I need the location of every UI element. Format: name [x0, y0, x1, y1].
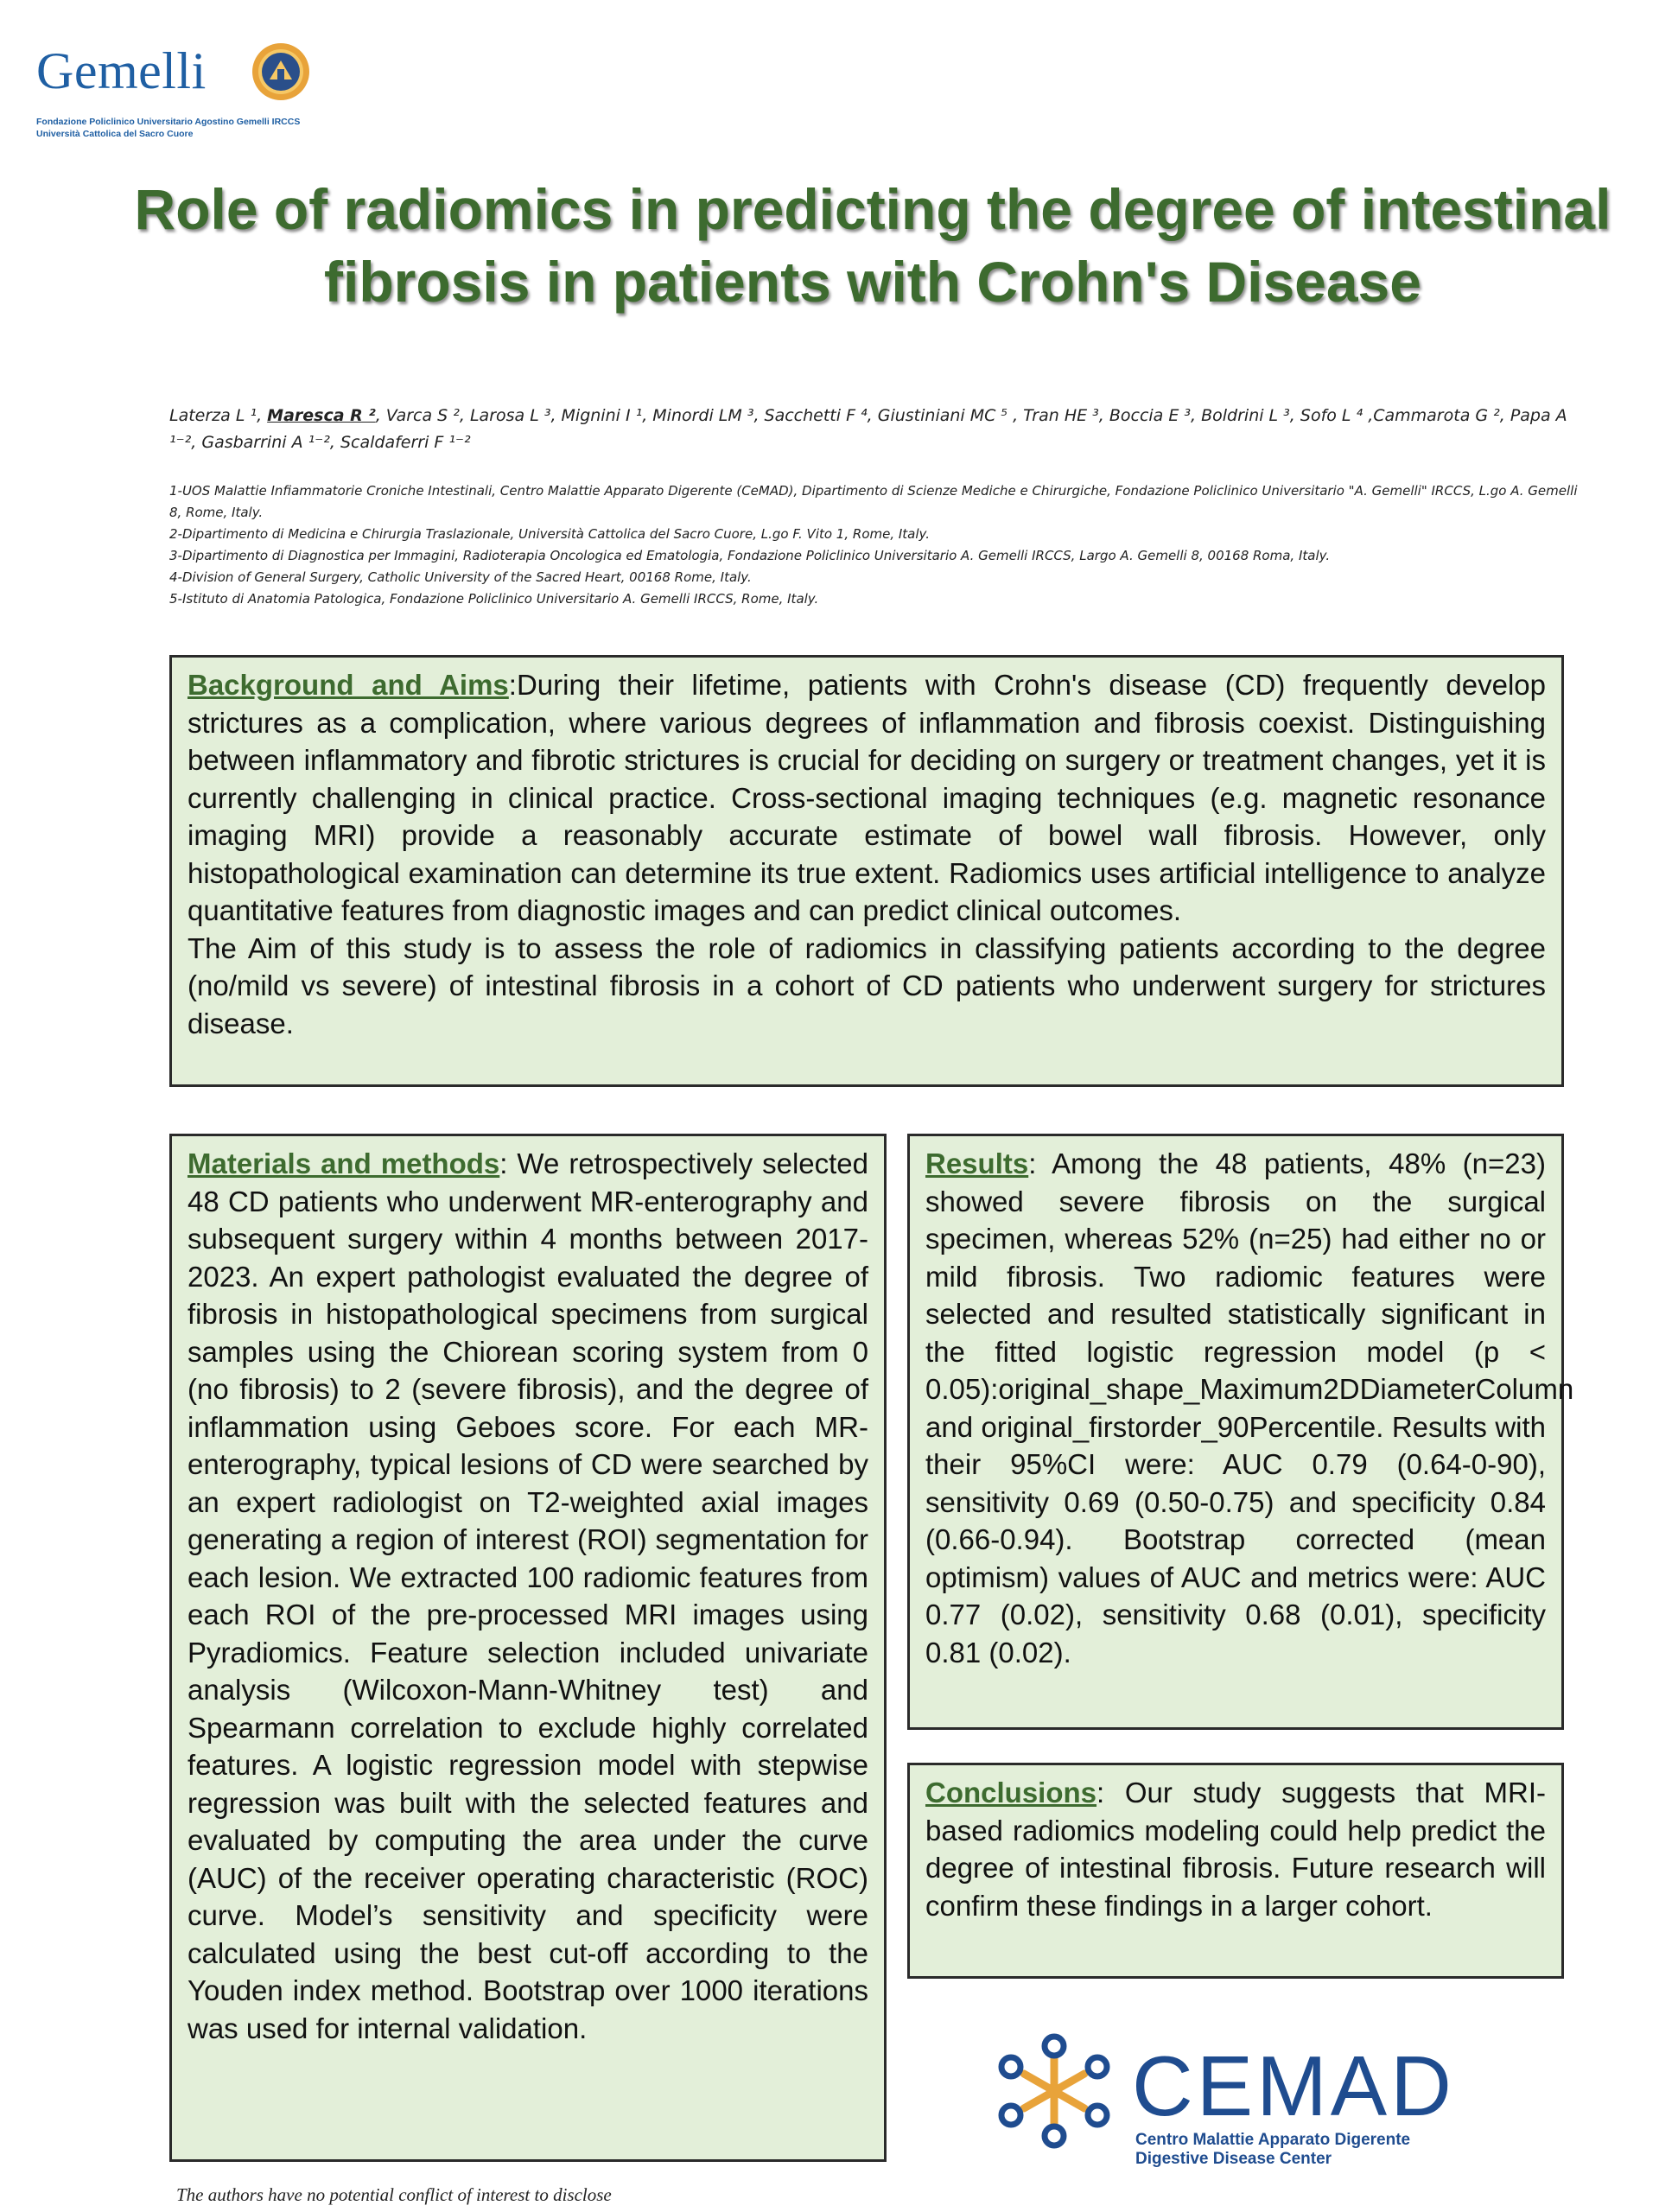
aim-paragraph: The Aim of this study is to assess the role of radiomics in classifying patients according to the degree (no/mild vs severe) of intestinal fibrosis in a cohort of CD patients who underwent surgery for strictures disease. [188, 931, 1546, 1039]
gemelli-logo-text: Gemelli [36, 42, 207, 99]
conflict-of-interest-note: The authors have no potential conflict of interest to disclose [176, 2184, 612, 2205]
background-paragraph [188, 666, 1546, 930]
conclusions-paragraph [925, 1774, 1546, 1924]
results-section [907, 1134, 1574, 1730]
affiliation-5: 5-Istituto di Anatomia Patologica, Fondazione Policlinico Universitario A. Gemelli IRCCS, Rome, Italy. [169, 591, 819, 607]
methods-paragraph [188, 1145, 868, 2047]
gemelli-logo-subtitle-2: Università Cattolica del Sacro Cuore [36, 129, 194, 139]
gemelli-logo-subtitle-1: Fondazione Policlinico Universitario Agostino Gemelli IRCCS [36, 117, 301, 127]
methods-section [169, 1134, 887, 2162]
results-paragraph [925, 1145, 1574, 1671]
results-heading: Results [925, 1147, 1029, 1179]
results-text: : Among the 48 patients, 48% (n=23) showed severe fibrosis on the surgical specimen, whereas 52% (n=25) had either no or mild fibrosis. Two radiomic features were selected and resulted statistically significant in the fitted logistic regression model (p < 0.05):original_shape_Maximum2DDiameterColumn and original_firstorder_90Percentile. Results with their 95%CI were: AUC 0.79 (0.64-0-90), sensitivity 0.69 (0.50-0.75) and specificity 0.84 (0.66-0.94). Bootstrap corrected (mean optimism) values of AUC and metrics were: AUC 0.77 (0.02), sensitivity 0.68 (0.01), specificity 0.81 (0.02). [925, 1147, 1574, 1669]
affiliation-1: 1-UOS Malattie Infiammatorie Croniche Intestinali, Centro Malattie Apparato Digerente (CeMAD), Dipartimento di Scienze Mediche e Chirurgiche, Fondazione Policlinico Universitario "A. Gemelli" IRCCS, L.go A. Gemelli 8, Rome, Italy. [169, 483, 1578, 520]
methods-heading: Materials and methods [188, 1147, 500, 1179]
authors-after: , Varca S ², Larosa L ³, Mignini I ¹, Minordi LM ³, Sacchetti F ⁴, Giustiniani MC ⁵ , Tran HE ³, Boccia E ³, Boldrini L ³, Sofo L ⁴ ,Cammarota G ², Papa A ¹⁻², Gasbarrini A ¹⁻², Scaldaferri F ¹⁻² [169, 406, 1567, 452]
affiliations [169, 480, 1586, 610]
presenting-author: Maresca R ² [267, 406, 376, 425]
affiliation-2: 2-Dipartimento di Medicina e Chirurgia Traslazionale, Università Cattolica del Sacro Cuore, L.go F. Vito 1, Rome, Italy. [169, 526, 931, 542]
background-heading: Background and Aims [188, 669, 509, 701]
author-list [169, 403, 1586, 456]
affiliation-3: 3-Dipartimento di Diagnostica per Immagini, Radioterapia Oncologica ed Ematologia, Fondazione Policlinico Universitario A. Gemelli IRCCS, Largo A. Gemelli 8, 00168 Roma, Italy. [169, 548, 1331, 563]
methods-text: : We retrospectively selected 48 CD patients who underwent MR-enterography and subsequent surgery within 4 months between 2017-2023. An expert pathologist evaluated the degree of fibrosis in histopathological specimens from surgical samples using the Chiorean scoring system from 0 (no fibrosis) to 2 (severe fibrosis), and the degree of inflammation using Geboes score. For each MR-enterography, typical lesions of CD were searched by an expert radiologist on T2-weighted axial images generating a region of interest (ROI) segmentation for each lesion. We extracted 100 radiomic features from each ROI of the pre-processed MRI images using Pyradiomics. Feature selection included univariate analysis (Wilcoxon-Mann-Whitney test) and Spearmann correlation to exclude highly correlated features. A logistic regression model with stepwise regression was built with the selected features and evaluated by computing the area under the curve (AUC) of the receiver operating characteristic (ROC) curve. Model’s sensitivity and specificity were calculated using the best cut-off according to the Youden index method. Bootstrap over 1000 iterations was used for internal validation. [188, 1147, 869, 2044]
cemad-logo [994, 2031, 1455, 2168]
poster-title: Role of radiomics in predicting the degree of intestinal fibrosis in patients with Crohn's Disease [134, 177, 1611, 314]
gemelli-logo [35, 41, 328, 145]
conclusions-heading: Conclusions [925, 1777, 1097, 1808]
cemad-logo-text: CEMAD [1132, 2038, 1455, 2133]
conclusions-text: : Our study suggests that MRI-based radiomics modeling could help predict the degree of intestinal fibrosis. Future research will confirm these findings in a larger cohort. [925, 1777, 1546, 1922]
affiliation-4: 4-Division of General Surgery, Catholic University of the Sacred Heart, 00168 Rome, Italy. [169, 569, 752, 585]
cemad-emblem-icon [994, 2031, 1115, 2152]
cemad-subtitle-1: Centro Malattie Apparato Digerente [1135, 2131, 1411, 2149]
conclusions-section [907, 1763, 1564, 1979]
university-seal-icon [251, 41, 311, 102]
cemad-subtitle-2: Digestive Disease Center [1135, 2150, 1332, 2168]
background-text: :During their lifetime, patients with Crohn's disease (CD) frequently develop strictures as a complication, where various degrees of inflammation and fibrosis coexist. Distinguishing between inflammatory and fibrotic strictures is crucial for deciding on surgery or treatment changes, yet it is currently challenging in clinical practice. Cross-sectional imaging techniques (e.g. magnetic resonance imaging MRI) provide a reasonably accurate estimate of bowel wall fibrosis. However, only histopathological examination can determine its true extent. Radiomics uses artificial intelligence to analyze quantitative features from diagnostic images and can predict clinical outcomes. [188, 669, 1547, 926]
authors-before: Laterza L ¹, [169, 406, 268, 425]
background-section [169, 655, 1564, 1087]
